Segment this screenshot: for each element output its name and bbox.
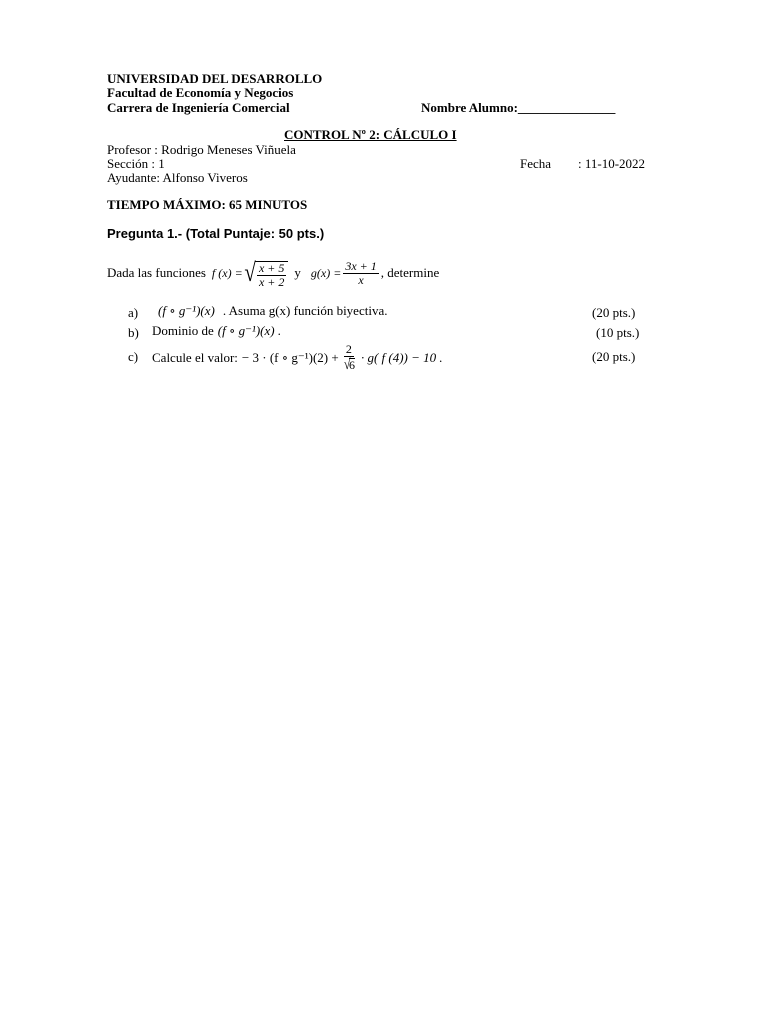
- sqrt-symbol-icon: √: [343, 357, 351, 373]
- g-fraction: [343, 260, 378, 287]
- item-b-prefix: Dominio de: [152, 323, 214, 338]
- f-sqrt: [243, 258, 289, 289]
- item-c-frac-num: 2: [345, 342, 352, 356]
- item-b-text: .: [277, 323, 281, 338]
- faculty-name: Facultad de Economía y Negocios: [107, 85, 294, 100]
- item-a: [158, 304, 387, 318]
- item-b: [152, 324, 281, 338]
- f-lhs: f (x) =: [211, 266, 243, 280]
- intro-suffix: , determine: [380, 265, 440, 280]
- university-name: UNIVERSIDAD DEL DESARROLLO: [107, 71, 323, 86]
- date-label: Fecha: [520, 156, 552, 171]
- intro-prefix: Dada las funciones: [107, 265, 206, 280]
- conjunction: y: [294, 265, 301, 280]
- item-c-letter: c): [128, 349, 139, 364]
- date-value: : 11-10-2022: [578, 156, 646, 171]
- item-c: [152, 340, 443, 376]
- item-c-fraction: [341, 343, 357, 373]
- section-line: Sección : 1: [107, 156, 165, 171]
- item-c-prefix: Calcule el valor:: [152, 350, 238, 365]
- g-lhs: g(x) =: [310, 266, 342, 280]
- g-denominator: x: [358, 272, 364, 287]
- g-numerator: 3x + 1: [345, 258, 377, 273]
- item-c-frac-den: 6: [348, 358, 355, 372]
- student-name-field: Nombre Alumno:_______________: [421, 100, 616, 115]
- question-1-intro: [107, 256, 439, 290]
- f-numerator: x + 5: [258, 260, 285, 275]
- item-c-expr-start: − 3 · (f ∘ g⁻¹)(2) +: [241, 350, 339, 365]
- item-a-text: . Asuma g(x) función biyectiva.: [222, 303, 388, 318]
- f-fraction: [257, 262, 286, 289]
- max-time: TIEMPO MÁXIMO: 65 MINUTOS: [107, 197, 308, 212]
- question-1-title: Pregunta 1.- (Total Puntaje: 50 pts.): [107, 226, 325, 241]
- exam-title: CONTROL Nº 2: CÁLCULO I: [284, 127, 457, 142]
- item-b-letter: b): [128, 325, 139, 340]
- sqrt-symbol-icon: √: [244, 257, 256, 287]
- item-b-expr: (f ∘ g⁻¹)(x): [217, 323, 275, 338]
- item-a-points: (20 pts.): [592, 305, 636, 320]
- item-c-points: (20 pts.): [592, 349, 636, 364]
- professor-line: Profesor : Rodrigo Meneses Viñuela: [107, 142, 296, 157]
- assistant-line: Ayudante: Alfonso Viveros: [107, 170, 248, 185]
- f-denominator: x + 2: [258, 274, 285, 289]
- item-b-points: (10 pts.): [596, 325, 640, 340]
- item-a-letter: a): [128, 305, 139, 320]
- career-name: Carrera de Ingeniería Comercial: [107, 100, 290, 115]
- item-c-expr-end: · g( f (4)) − 10 .: [360, 350, 443, 365]
- item-a-expr: (f ∘ g⁻¹)(x): [158, 303, 215, 318]
- item-c-sqrt: [343, 357, 355, 373]
